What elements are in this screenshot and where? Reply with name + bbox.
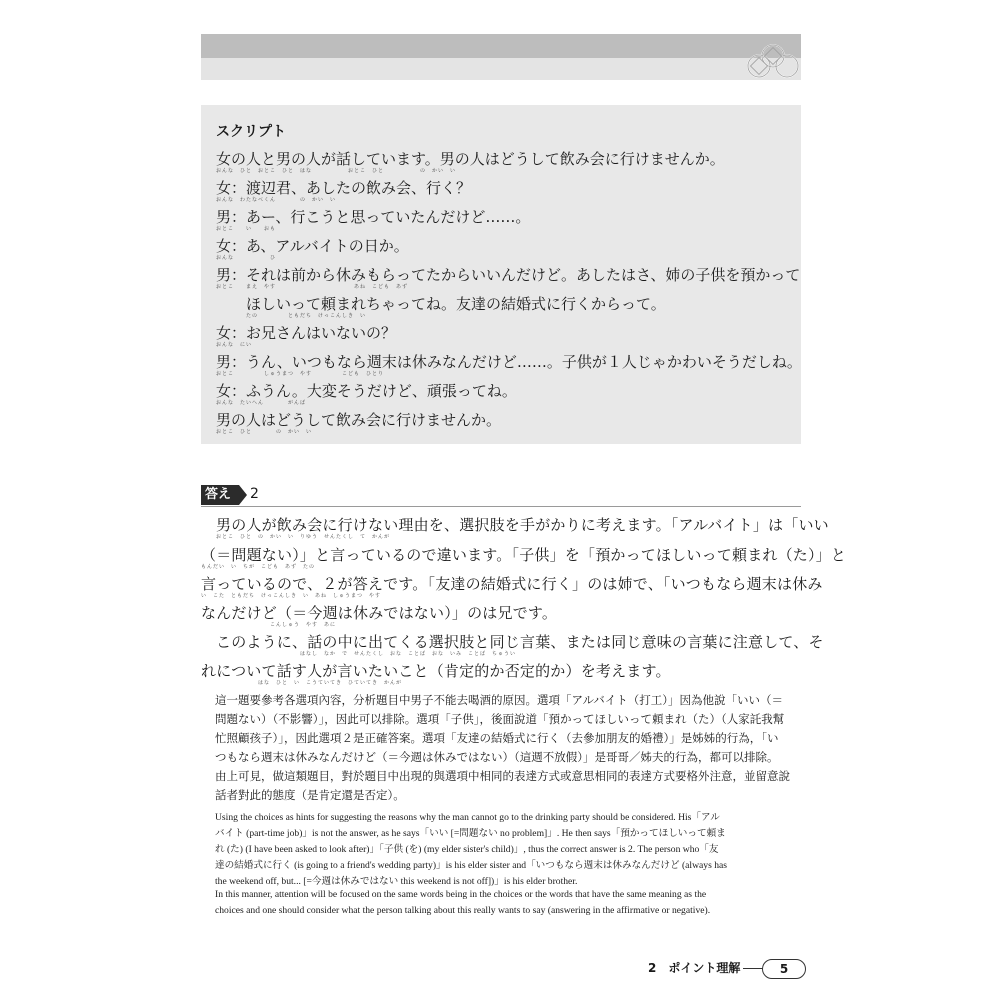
script-line: 女：お兄さんはいないの？ (216, 324, 397, 342)
chinese-line: 由上可見，做這類題目，對於題目中出現的與選項中相同的表達方式或意思相同的表達方式要格外注意，並留意說 (215, 769, 790, 783)
script-line: 女の人と男の人が話しています。男の人はどうして飲み会に行けませんか。 (216, 150, 725, 168)
chinese-line: 這一題要參考各選項內容，分析題目中男子不能去喝酒的原因。選項「アルバイト（打工）」因為他說「いい（＝ (215, 693, 783, 707)
explanation-line: 男の人が飲み会に行けない理由を、選択肢を手がかりに考えます。「アルバイト」は「いい (216, 516, 829, 534)
explanation-ruby: こんしゅう やす あに (270, 622, 337, 628)
script-ruby: おとこ しゅうまつ やす こども ひとり (216, 371, 385, 377)
chinese-line: つもなら週末は休みなんだけど（＝今週は休みではない）（這週不放假）」是哥哥／姊夫的行為，都可以排除。 (215, 750, 779, 764)
script-line: 男：それは前から休みもらってたからいいんだけど。あしたはさ、姉の子供を預かって (216, 266, 801, 284)
header-band-dark (201, 34, 801, 58)
script-ruby: おとこ ひと の かい い (216, 429, 313, 435)
script-ruby: おんな にい (216, 342, 253, 348)
script-line: 男：あー、行こうと思っていたんだけど……。 (216, 208, 531, 226)
explanation-ruby: もんだい い ちが こども あず たの (201, 564, 316, 570)
chinese-line: 忙照顧孩子）」，因此選項２是正確答案。選項「友達の結婚式に行く（去參加朋友的婚禮）」是姊姊的行為，「い (215, 731, 779, 745)
script-title: スクリプト (216, 124, 286, 140)
script-ruby: おんな ひ (216, 255, 277, 261)
explanation-line: なんだけど（＝今週は休みではない）」のは兄です。 (201, 604, 558, 622)
script-ruby: おとこ い おも (216, 226, 277, 232)
explanation-line: 言っているので、２が答えです。「友達の結婚式に行く」のは姉で、「いつもなら週末は休み (201, 575, 823, 593)
script-line: 女：ふうん。大変そうだけど、頑張ってね。 (216, 382, 517, 400)
english-line: バイト (part-time job)」is not the answer, as he says「いい [=問題ない no problem]」. He then says「預かってほしいって頼ま (215, 828, 726, 839)
script-ruby: おんな わたなべくん の かい い (216, 197, 337, 203)
answer-number: 2 (250, 486, 259, 502)
script-line: 男の人はどうして飲み会に行けませんか。 (216, 411, 502, 429)
script-ruby: おとこ まえ やす あね こども あず (216, 284, 409, 290)
script-ruby: たの ともだち けっこんしき い (246, 313, 367, 319)
explanation-ruby: はなし なか で せんたくし おな ことば おな いみ ことば ちゅうい (300, 651, 517, 657)
script-line: ほしいって頼まれちゃってね。友達の結婚式に行くからって。 (246, 295, 666, 313)
answer-divider (201, 506, 801, 507)
script-line: 男：うん、いつもなら週末は休みなんだけど……。子供が１人じゃかわいそうだしね。 (216, 353, 802, 371)
page-number: 5 (762, 959, 806, 979)
answer-label: 答え (201, 485, 239, 505)
explanation-ruby: はな ひと い こうていてき ひていてき かんが (258, 680, 403, 686)
script-line: 女：あ、アルバイトの日か。 (216, 237, 409, 255)
english-line: Using the choices as hints for suggesting the reasons why the man cannot go to the drinking party should be considered. His「アル (215, 812, 720, 823)
english-line: 達の結婚式に行く (is going to a friend's wedding party)」is his elder sister and「いつもなら週末は休みなんだけど (always has (215, 860, 728, 871)
footer-rule (743, 968, 763, 969)
script-ruby: おんな ひと おとこ ひと はな おとこ ひと の かい い (216, 168, 457, 174)
explanation-line: このように、話の中に出てくる選択肢と同じ言葉、または同じ意味の言葉に注意して、そ (216, 633, 824, 651)
chinese-line: 話者對此的態度（是肯定還是否定）。 (215, 788, 405, 802)
english-line: the weekend off, but... [=今週は休みではない this weekend is not off])」is his elder brother. (215, 876, 578, 887)
english-line: れ (た) (I have been asked to look after)」「子供 (を) (my elder sister's child)」, thus the correct answer is 2. The person who「友 (215, 844, 719, 855)
explanation-ruby: い こた ともだち けっこんしき い あね しゅうまつ やす (201, 593, 382, 599)
header-band-light (201, 58, 801, 80)
header-band (201, 34, 801, 80)
script-line: 女：渡辺君、あしたの飲み会、行く？ (216, 179, 472, 197)
footer-section-title: 2 ポイント理解 (648, 961, 741, 975)
english-line: In this manner, attention will be focused on the same words being in the choices or the words that have the same meaning as the (215, 889, 707, 900)
chinese-line: 問題ない）（不影響）」，因此可以排除。選項「子供」，後面說道「預かってほしいって頼まれ（た）（人家託我幫 (215, 712, 785, 726)
explanation-line: （＝問題ない）」と言っているので違います。「子供」を「預かってほしいって頼まれ（た）」と (201, 546, 847, 564)
answer-tag-arrow (239, 485, 247, 505)
knot-ornament-icon (745, 38, 801, 80)
english-line: choices and one should consider what the person talking about this really wants to say (answering in the affirmative or negative). (215, 905, 711, 916)
explanation-line: れについて話す人が言いたいこと（肯定的か否定的か）を考えます。 (201, 662, 671, 680)
script-ruby: おんな たいへん がんば (216, 400, 307, 406)
explanation-ruby: おとこ ひと の かい い りゆう せんたくし て かんが (216, 534, 391, 540)
